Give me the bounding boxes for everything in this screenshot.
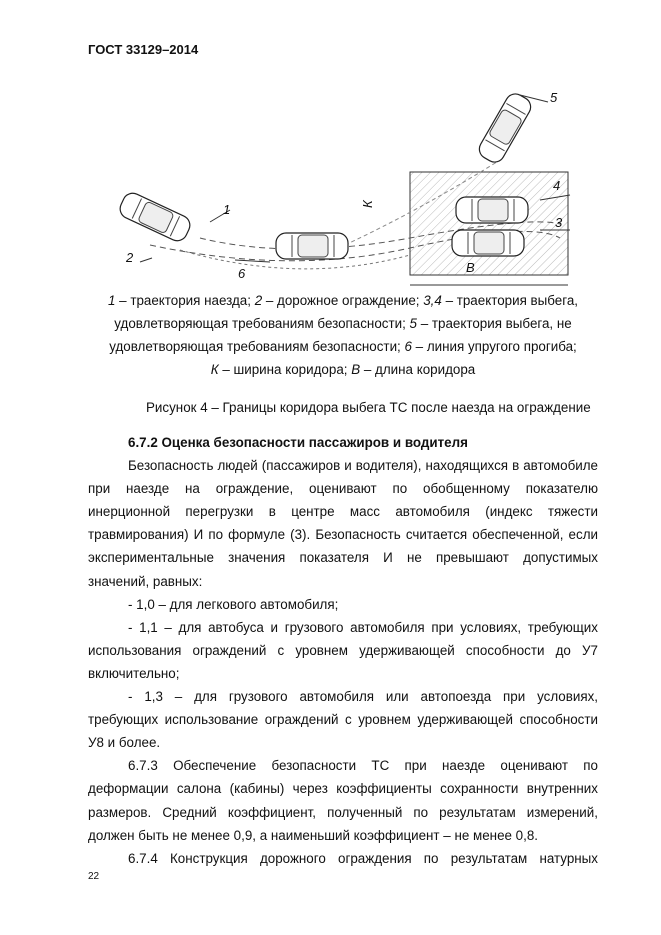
car-icon bbox=[276, 233, 348, 259]
body-line: 6.7.4 Конструкция дорожного ограждения по результатам натурных bbox=[128, 850, 598, 866]
label-4: 4 bbox=[553, 178, 561, 193]
body-line: деформации салона (кабины) через коэффициенты сохранности внутренних bbox=[88, 781, 598, 797]
body-line: включительно; bbox=[88, 665, 180, 681]
section-heading: 6.7.2 Оценка безопасности пассажиров и водителя bbox=[128, 435, 468, 450]
car-icon bbox=[476, 90, 535, 165]
body-line: - 1,0 – для легкового автомобиля; bbox=[128, 596, 339, 612]
figure-legend-line: 1 – траектория наезда; 2 – дорожное ограждение; 3,4 – траектория выбега, bbox=[107, 293, 579, 308]
body-line: требующих использование ограждений с уровнем удерживающей способности bbox=[88, 712, 598, 728]
body-line: Безопасность людей (пассажиров и водителя), находящихся в автомобиле bbox=[128, 458, 598, 473]
label-3: 3 bbox=[555, 215, 563, 230]
label-b: В bbox=[466, 260, 475, 275]
car-icon bbox=[452, 230, 524, 256]
label-k: К bbox=[360, 200, 375, 208]
car-icon bbox=[117, 190, 193, 244]
label-1: 1 bbox=[223, 202, 231, 217]
page-number: 22 bbox=[88, 871, 100, 882]
document-header: ГОСТ 33129–2014 bbox=[88, 42, 199, 57]
body-line: - 1,1 – для автобуса и грузового автомобиля при условиях, требующих bbox=[128, 619, 598, 635]
body-line: - 1,3 – для грузового автомобиля или автопоезда при условиях, bbox=[128, 689, 598, 704]
body-line: должен быть не менее 0,9, а наименьший коэффициент – не менее 0,8. bbox=[88, 827, 539, 843]
label-6: 6 bbox=[238, 266, 246, 281]
body-line: экспериментальные значения показателя И не превышают допустимых bbox=[88, 550, 598, 566]
car-icon bbox=[456, 197, 528, 223]
label-2: 2 bbox=[126, 250, 134, 265]
figure-caption: Рисунок 4 – Границы коридора выбега ТС после наезда на ограждение bbox=[146, 400, 591, 415]
body-line: инерционной перегрузки в центре масс автомобиля (индекс тяжести bbox=[88, 504, 598, 520]
body-line: травмирования) И по формуле (3). Безопасность считается обеспеченной, если bbox=[88, 527, 598, 543]
figure-legend-line: К – ширина коридора; В – длина коридора bbox=[210, 362, 476, 377]
corridor-figure bbox=[0, 0, 661, 290]
body-line: размеров. Средний коэффициент, полученный по результатам измерений, bbox=[88, 804, 598, 820]
body-line: У8 и более. bbox=[88, 735, 161, 751]
body-line: значений, равных: bbox=[88, 573, 203, 589]
label-5: 5 bbox=[550, 90, 558, 105]
figure-legend-line: удовлетворяющая требованиям безопасности; 6 – линия упругого прогиба; bbox=[109, 339, 577, 354]
body-line: использования ограждений с уровнем удерживающей способности до У7 bbox=[88, 642, 598, 658]
body-line: 6.7.3 Обеспечение безопасности ТС при наезде оценивают по bbox=[128, 758, 598, 774]
body-line: при наезде на ограждение, оценивают по обобщенному показателю bbox=[88, 481, 598, 497]
figure-legend-line: удовлетворяющая требованиям безопасности; 5 – траектория выбега, не bbox=[114, 316, 572, 331]
